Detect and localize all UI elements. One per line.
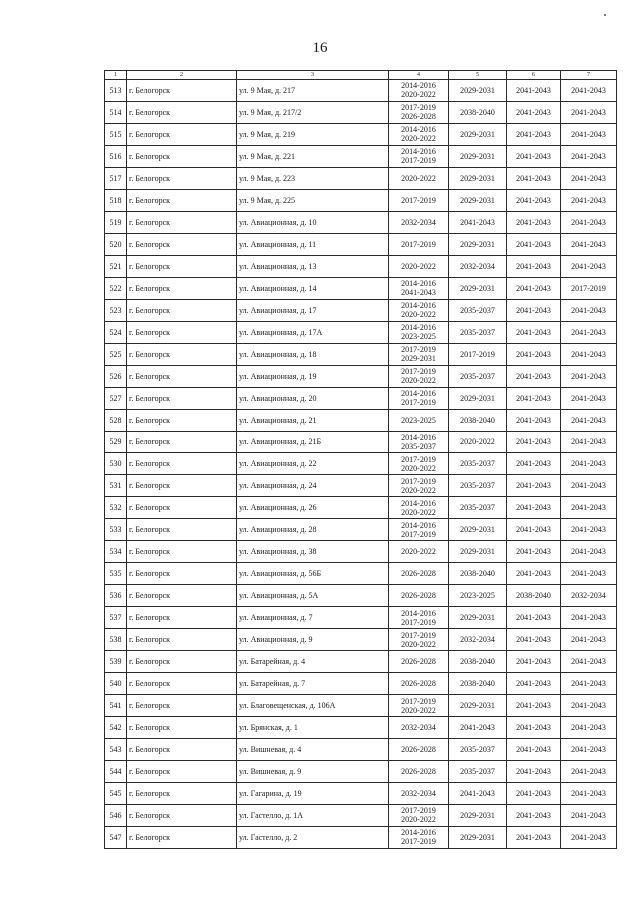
city-cell: г. Белогорск: [127, 717, 237, 739]
period-cell-6: 2041-2043: [507, 783, 561, 805]
city-cell: г. Белогорск: [127, 585, 237, 607]
table-row: [105, 541, 617, 563]
period-cell-4: 2014-2016 2020-2022: [389, 80, 449, 102]
period-cell-4: 2026-2028: [389, 739, 449, 761]
row-number: 524: [105, 321, 127, 343]
period-cell-5: 2029-2031: [449, 167, 507, 189]
city-cell: г. Белогорск: [127, 519, 237, 541]
period-cell-6: 2041-2043: [507, 387, 561, 409]
table-row: [105, 804, 617, 826]
row-number: 539: [105, 651, 127, 673]
row-number: 519: [105, 211, 127, 233]
period-cell-6: 2041-2043: [507, 431, 561, 453]
period-cell-4: 2032-2034: [389, 717, 449, 739]
period-cell-5: 2029-2031: [449, 145, 507, 167]
address-cell: ул. Батарейная, д. 7: [237, 673, 389, 695]
table-row: [105, 585, 617, 607]
address-cell: ул. Авиационная, д. 7: [237, 607, 389, 629]
period-cell-6: 2041-2043: [507, 255, 561, 277]
address-cell: ул. Вишневая, д. 4: [237, 739, 389, 761]
period-cell-4: 2017-2019 2029-2031: [389, 343, 449, 365]
row-number: 540: [105, 673, 127, 695]
period-cell-6: 2041-2043: [507, 299, 561, 321]
period-cell-7: 2041-2043: [561, 409, 617, 431]
city-cell: г. Белогорск: [127, 739, 237, 761]
table-row: [105, 277, 617, 299]
period-cell-7: 2041-2043: [561, 497, 617, 519]
city-cell: г. Белогорск: [127, 826, 237, 848]
period-cell-5: 2035-2037: [449, 497, 507, 519]
period-cell-5: 2035-2037: [449, 761, 507, 783]
period-cell-5: 2020-2022: [449, 431, 507, 453]
period-cell-6: 2041-2043: [507, 123, 561, 145]
period-cell-5: 2029-2031: [449, 695, 507, 717]
period-cell-5: 2032-2034: [449, 255, 507, 277]
period-cell-5: 2035-2037: [449, 739, 507, 761]
city-cell: г. Белогорск: [127, 189, 237, 211]
city-cell: г. Белогорск: [127, 563, 237, 585]
period-cell-7: 2041-2043: [561, 343, 617, 365]
period-cell-5: 2029-2031: [449, 826, 507, 848]
address-cell: ул. Авиационная, д. 13: [237, 255, 389, 277]
period-cell-4: 2026-2028: [389, 761, 449, 783]
period-cell-4: 2017-2019 2026-2028: [389, 101, 449, 123]
period-cell-6: 2041-2043: [507, 277, 561, 299]
period-cell-5: 2029-2031: [449, 277, 507, 299]
address-cell: ул. Авиационная, д. 5А: [237, 585, 389, 607]
table-row: [105, 233, 617, 255]
period-cell-7: 2041-2043: [561, 321, 617, 343]
period-cell-5: 2032-2034: [449, 629, 507, 651]
city-cell: г. Белогорск: [127, 233, 237, 255]
address-cell: ул. Авиационная, д. 10: [237, 211, 389, 233]
row-number: 535: [105, 563, 127, 585]
table-row: [105, 629, 617, 651]
address-cell: ул. Авиационная, д. 20: [237, 387, 389, 409]
period-cell-4: 2017-2019 2020-2022: [389, 475, 449, 497]
period-cell-6: 2041-2043: [507, 695, 561, 717]
address-cell: ул. Авиационная, д. 26: [237, 497, 389, 519]
period-cell-4: 2014-2016 2017-2019: [389, 145, 449, 167]
period-cell-7: 2041-2043: [561, 80, 617, 102]
period-cell-5: 2038-2040: [449, 673, 507, 695]
address-cell: ул. Гагарина, д. 19: [237, 783, 389, 805]
period-cell-4: 2017-2019: [389, 233, 449, 255]
row-number: 521: [105, 255, 127, 277]
address-cell: ул. Гастелло, д. 2: [237, 826, 389, 848]
table-row: [105, 145, 617, 167]
table-row: [105, 321, 617, 343]
period-cell-7: 2041-2043: [561, 739, 617, 761]
period-cell-7: 2041-2043: [561, 475, 617, 497]
period-cell-4: 2014-2016 2035-2037: [389, 431, 449, 453]
period-cell-5: 2035-2037: [449, 321, 507, 343]
row-number: 534: [105, 541, 127, 563]
city-cell: г. Белогорск: [127, 475, 237, 497]
schedule-table: [104, 70, 617, 849]
period-cell-6: 2041-2043: [507, 453, 561, 475]
city-cell: г. Белогорск: [127, 365, 237, 387]
period-cell-6: 2041-2043: [507, 475, 561, 497]
table-row: [105, 409, 617, 431]
period-cell-4: 2020-2022: [389, 255, 449, 277]
period-cell-4: 2017-2019 2020-2022: [389, 695, 449, 717]
row-number: 547: [105, 826, 127, 848]
address-cell: ул. Авиационная, д. 24: [237, 475, 389, 497]
address-cell: ул. Гастелло, д. 1А: [237, 804, 389, 826]
table-row: [105, 189, 617, 211]
table-row: [105, 739, 617, 761]
period-cell-4: 2017-2019: [389, 189, 449, 211]
period-cell-7: 2041-2043: [561, 167, 617, 189]
period-cell-5: 2017-2019: [449, 343, 507, 365]
period-cell-4: 2017-2019 2020-2022: [389, 365, 449, 387]
period-cell-4: 2032-2034: [389, 783, 449, 805]
table-row: [105, 761, 617, 783]
period-cell-7: 2032-2034: [561, 585, 617, 607]
city-cell: г. Белогорск: [127, 783, 237, 805]
address-cell: ул. Брянская, д. 1: [237, 717, 389, 739]
table-row: [105, 453, 617, 475]
address-cell: ул. Авиационная, д. 11: [237, 233, 389, 255]
period-cell-5: 2035-2037: [449, 299, 507, 321]
period-cell-5: 2029-2031: [449, 233, 507, 255]
address-cell: ул. Авиационная, д. 17: [237, 299, 389, 321]
address-cell: ул. Авиационная, д. 17А: [237, 321, 389, 343]
address-cell: ул. Авиационная, д. 21Б: [237, 431, 389, 453]
period-cell-7: 2041-2043: [561, 431, 617, 453]
address-cell: ул. Авиационная, д. 22: [237, 453, 389, 475]
period-cell-6: 2038-2040: [507, 585, 561, 607]
period-cell-5: 2029-2031: [449, 387, 507, 409]
city-cell: г. Белогорск: [127, 673, 237, 695]
period-cell-5: 2029-2031: [449, 804, 507, 826]
period-cell-4: 2017-2019 2020-2022: [389, 453, 449, 475]
header-cell-2: 2: [127, 71, 237, 80]
period-cell-7: 2041-2043: [561, 673, 617, 695]
period-cell-7: 2041-2043: [561, 761, 617, 783]
city-cell: г. Белогорск: [127, 387, 237, 409]
period-cell-7: 2041-2043: [561, 233, 617, 255]
table-row: [105, 101, 617, 123]
address-cell: ул. Авиационная, д. 18: [237, 343, 389, 365]
row-number: 531: [105, 475, 127, 497]
period-cell-6: 2041-2043: [507, 519, 561, 541]
period-cell-6: 2041-2043: [507, 826, 561, 848]
city-cell: г. Белогорск: [127, 145, 237, 167]
period-cell-7: 2041-2043: [561, 826, 617, 848]
period-cell-6: 2041-2043: [507, 343, 561, 365]
period-cell-6: 2041-2043: [507, 167, 561, 189]
city-cell: г. Белогорск: [127, 453, 237, 475]
table-row: [105, 475, 617, 497]
scan-speck: [604, 14, 606, 16]
period-cell-6: 2041-2043: [507, 673, 561, 695]
period-cell-4: 2026-2028: [389, 651, 449, 673]
table-row: [105, 563, 617, 585]
row-number: 538: [105, 629, 127, 651]
city-cell: г. Белогорск: [127, 629, 237, 651]
city-cell: г. Белогорск: [127, 804, 237, 826]
row-number: 530: [105, 453, 127, 475]
address-cell: ул. Батарейная, д. 4: [237, 651, 389, 673]
period-cell-4: 2026-2028: [389, 585, 449, 607]
period-cell-7: 2041-2043: [561, 607, 617, 629]
period-cell-7: 2041-2043: [561, 453, 617, 475]
city-cell: г. Белогорск: [127, 343, 237, 365]
table-row: [105, 431, 617, 453]
header-cell-5: 5: [449, 71, 507, 80]
period-cell-6: 2041-2043: [507, 321, 561, 343]
period-cell-7: 2041-2043: [561, 651, 617, 673]
table-row: [105, 167, 617, 189]
row-number: 514: [105, 101, 127, 123]
period-cell-5: 2038-2040: [449, 563, 507, 585]
city-cell: г. Белогорск: [127, 321, 237, 343]
period-cell-6: 2041-2043: [507, 607, 561, 629]
period-cell-4: 2020-2022: [389, 167, 449, 189]
period-cell-4: 2032-2034: [389, 211, 449, 233]
period-cell-5: 2041-2043: [449, 211, 507, 233]
row-number: 523: [105, 299, 127, 321]
period-cell-5: 2038-2040: [449, 651, 507, 673]
period-cell-7: 2041-2043: [561, 783, 617, 805]
period-cell-5: 2029-2031: [449, 80, 507, 102]
table-row: [105, 695, 617, 717]
table-row: [105, 299, 617, 321]
header-cell-6: 6: [507, 71, 561, 80]
period-cell-5: 2023-2025: [449, 585, 507, 607]
address-cell: ул. 9 Мая, д. 217/2: [237, 101, 389, 123]
table-row: [105, 783, 617, 805]
table-row: [105, 651, 617, 673]
address-cell: ул. 9 Мая, д. 217: [237, 80, 389, 102]
period-cell-4: 2014-2016 2020-2022: [389, 299, 449, 321]
row-number: 532: [105, 497, 127, 519]
period-cell-5: 2035-2037: [449, 453, 507, 475]
period-cell-6: 2041-2043: [507, 563, 561, 585]
period-cell-7: 2041-2043: [561, 541, 617, 563]
row-number: 516: [105, 145, 127, 167]
period-cell-6: 2041-2043: [507, 717, 561, 739]
row-number: 537: [105, 607, 127, 629]
period-cell-7: 2041-2043: [561, 717, 617, 739]
period-cell-7: 2041-2043: [561, 695, 617, 717]
period-cell-5: 2038-2040: [449, 409, 507, 431]
period-cell-4: 2020-2022: [389, 541, 449, 563]
period-cell-4: 2014-2016 2017-2019: [389, 387, 449, 409]
period-cell-5: 2029-2031: [449, 123, 507, 145]
period-cell-5: 2035-2037: [449, 365, 507, 387]
row-number: 541: [105, 695, 127, 717]
header-row: [105, 71, 617, 80]
period-cell-4: 2017-2019 2020-2022: [389, 629, 449, 651]
city-cell: г. Белогорск: [127, 255, 237, 277]
period-cell-5: 2035-2037: [449, 475, 507, 497]
address-cell: ул. Авиационная, д. 9: [237, 629, 389, 651]
city-cell: г. Белогорск: [127, 101, 237, 123]
table-row: [105, 717, 617, 739]
period-cell-4: 2014-2016 2020-2022: [389, 497, 449, 519]
period-cell-6: 2041-2043: [507, 497, 561, 519]
period-cell-4: 2014-2016 2017-2019: [389, 519, 449, 541]
city-cell: г. Белогорск: [127, 607, 237, 629]
period-cell-4: 2023-2025: [389, 409, 449, 431]
row-number: 513: [105, 80, 127, 102]
period-cell-6: 2041-2043: [507, 233, 561, 255]
period-cell-5: 2038-2040: [449, 101, 507, 123]
table-row: [105, 80, 617, 102]
row-number: 520: [105, 233, 127, 255]
row-number: 517: [105, 167, 127, 189]
period-cell-7: 2041-2043: [561, 211, 617, 233]
period-cell-7: 2041-2043: [561, 189, 617, 211]
period-cell-7: 2041-2043: [561, 629, 617, 651]
period-cell-5: 2041-2043: [449, 783, 507, 805]
period-cell-6: 2041-2043: [507, 629, 561, 651]
table-row: [105, 519, 617, 541]
table-row: [105, 673, 617, 695]
period-cell-6: 2041-2043: [507, 804, 561, 826]
address-cell: ул. Авиационная, д. 19: [237, 365, 389, 387]
row-number: 522: [105, 277, 127, 299]
address-cell: ул. Авиационная, д. 28: [237, 519, 389, 541]
period-cell-6: 2041-2043: [507, 101, 561, 123]
city-cell: г. Белогорск: [127, 277, 237, 299]
row-number: 542: [105, 717, 127, 739]
header-cell-7: 7: [561, 71, 617, 80]
address-cell: ул. 9 Мая, д. 221: [237, 145, 389, 167]
period-cell-5: 2029-2031: [449, 519, 507, 541]
period-cell-7: 2041-2043: [561, 365, 617, 387]
table-row: [105, 607, 617, 629]
period-cell-7: 2041-2043: [561, 145, 617, 167]
period-cell-6: 2041-2043: [507, 651, 561, 673]
period-cell-7: 2041-2043: [561, 804, 617, 826]
period-cell-4: 2014-2016 2017-2019: [389, 607, 449, 629]
row-number: 543: [105, 739, 127, 761]
period-cell-6: 2041-2043: [507, 761, 561, 783]
address-cell: ул. 9 Мая, д. 223: [237, 167, 389, 189]
address-cell: ул. Авиационная, д. 21: [237, 409, 389, 431]
city-cell: г. Белогорск: [127, 80, 237, 102]
city-cell: г. Белогорск: [127, 123, 237, 145]
city-cell: г. Белогорск: [127, 167, 237, 189]
period-cell-4: 2014-2016 2041-2043: [389, 277, 449, 299]
period-cell-5: 2041-2043: [449, 717, 507, 739]
period-cell-4: 2026-2028: [389, 563, 449, 585]
header-cell-4: 4: [389, 71, 449, 80]
period-cell-7: 2017-2019: [561, 277, 617, 299]
row-number: 525: [105, 343, 127, 365]
address-cell: ул. Авиационная, д. 14: [237, 277, 389, 299]
period-cell-4: 2014-2016 2017-2019: [389, 826, 449, 848]
period-cell-7: 2041-2043: [561, 519, 617, 541]
period-cell-4: 2017-2019 2020-2022: [389, 804, 449, 826]
period-cell-6: 2041-2043: [507, 189, 561, 211]
address-cell: ул. 9 Мая, д. 225: [237, 189, 389, 211]
period-cell-4: 2026-2028: [389, 673, 449, 695]
period-cell-6: 2041-2043: [507, 409, 561, 431]
row-number: 544: [105, 761, 127, 783]
row-number: 526: [105, 365, 127, 387]
period-cell-7: 2041-2043: [561, 299, 617, 321]
period-cell-6: 2041-2043: [507, 145, 561, 167]
period-cell-5: 2029-2031: [449, 189, 507, 211]
table-row: [105, 387, 617, 409]
row-number: 533: [105, 519, 127, 541]
row-number: 527: [105, 387, 127, 409]
table-row: [105, 365, 617, 387]
address-cell: ул. Авиационная, д. 38: [237, 541, 389, 563]
table-row: [105, 255, 617, 277]
table-row: [105, 123, 617, 145]
city-cell: г. Белогорск: [127, 695, 237, 717]
address-cell: ул. 9 Мая, д. 219: [237, 123, 389, 145]
table-row: [105, 343, 617, 365]
period-cell-6: 2041-2043: [507, 80, 561, 102]
period-cell-4: 2014-2016 2023-2025: [389, 321, 449, 343]
city-cell: г. Белогорск: [127, 211, 237, 233]
period-cell-6: 2041-2043: [507, 739, 561, 761]
period-cell-4: 2014-2016 2020-2022: [389, 123, 449, 145]
header-cell-1: 1: [105, 71, 127, 80]
city-cell: г. Белогорск: [127, 541, 237, 563]
period-cell-7: 2041-2043: [561, 123, 617, 145]
row-number: 528: [105, 409, 127, 431]
period-cell-7: 2041-2043: [561, 101, 617, 123]
city-cell: г. Белогорск: [127, 431, 237, 453]
address-cell: ул. Благовещенская, д. 106А: [237, 695, 389, 717]
page-number: 16: [312, 40, 328, 56]
period-cell-7: 2041-2043: [561, 255, 617, 277]
period-cell-5: 2029-2031: [449, 607, 507, 629]
table-row: [105, 826, 617, 848]
address-cell: ул. Авиационная, д. 56Б: [237, 563, 389, 585]
city-cell: г. Белогорск: [127, 761, 237, 783]
table-row: [105, 497, 617, 519]
table-row: [105, 211, 617, 233]
row-number: 515: [105, 123, 127, 145]
row-number: 536: [105, 585, 127, 607]
period-cell-7: 2041-2043: [561, 563, 617, 585]
period-cell-6: 2041-2043: [507, 211, 561, 233]
table-body: [105, 80, 617, 849]
address-cell: ул. Вишневая, д. 9: [237, 761, 389, 783]
header-cell-3: 3: [237, 71, 389, 80]
row-number: 545: [105, 783, 127, 805]
period-cell-6: 2041-2043: [507, 365, 561, 387]
city-cell: г. Белогорск: [127, 497, 237, 519]
city-cell: г. Белогорск: [127, 409, 237, 431]
row-number: 529: [105, 431, 127, 453]
row-number: 546: [105, 804, 127, 826]
row-number: 518: [105, 189, 127, 211]
city-cell: г. Белогорск: [127, 299, 237, 321]
period-cell-5: 2029-2031: [449, 541, 507, 563]
city-cell: г. Белогорск: [127, 651, 237, 673]
schedule-table-container: [104, 70, 616, 849]
period-cell-6: 2041-2043: [507, 541, 561, 563]
period-cell-7: 2041-2043: [561, 387, 617, 409]
